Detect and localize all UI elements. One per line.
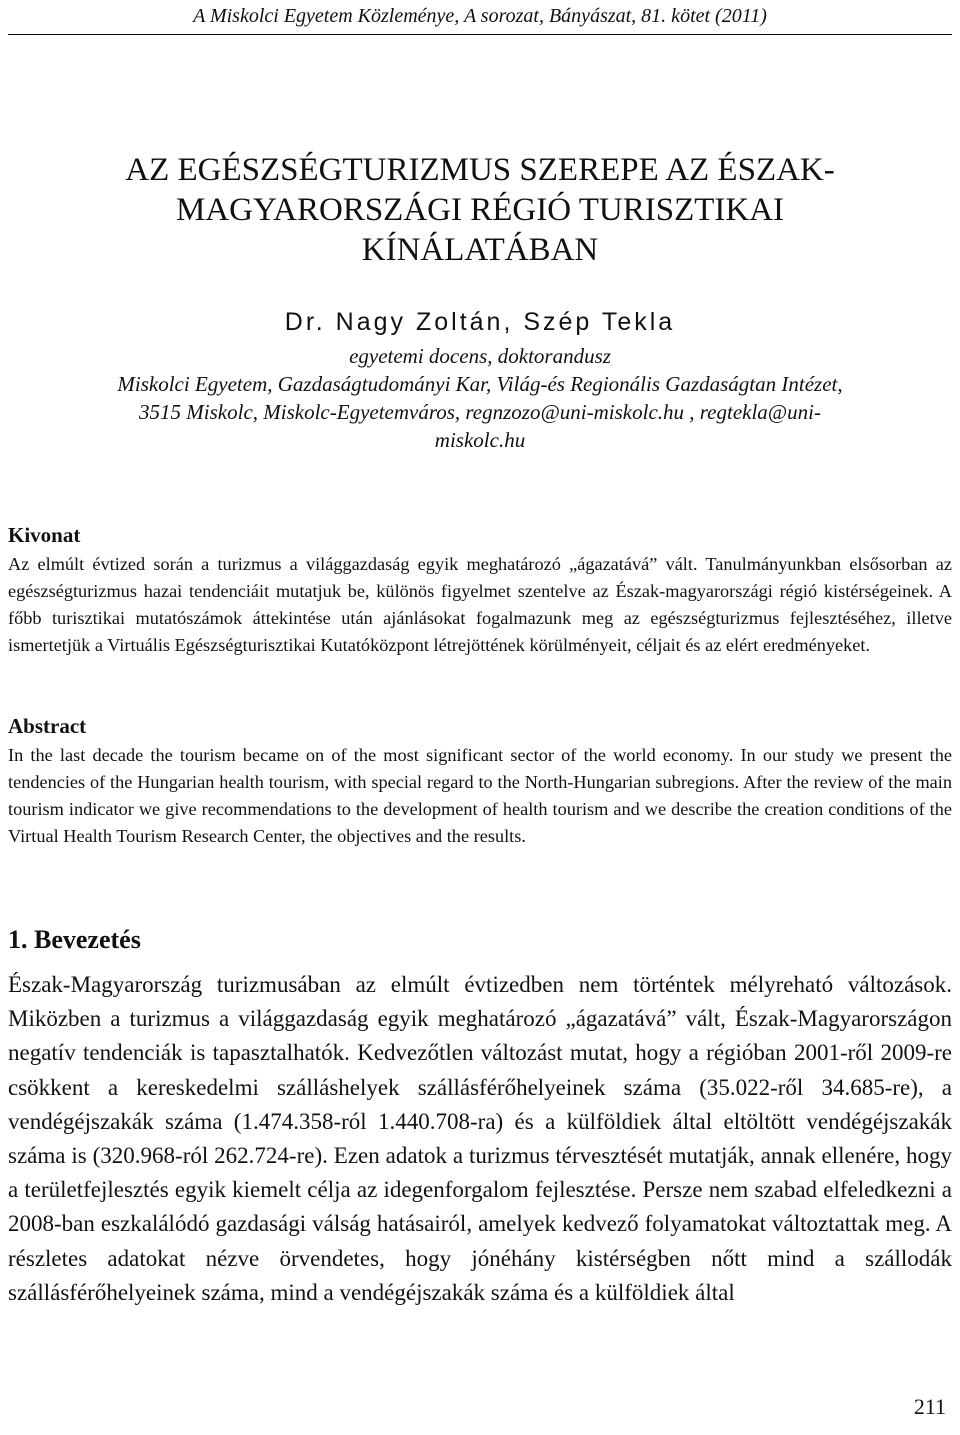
page-number: 211 xyxy=(913,1394,946,1419)
header-divider xyxy=(8,34,952,35)
kivonat-text: Az elmúlt évtized során a turizmus a világgazdaság egyik meghatározó „ágazatává” vált. Tanulmányunkban elsősorban az egészségturizmus hazai tendenciáit mutatjuk be, különös figyelmet szentelve az Észak-magyarországi régió kistérségeinek. A főbb turisztikai mutatószámok áttekintése után ajánlásokat fogalmazunk meg az egészségturizmus fejlesztéséhez, illetve ismertetjük a Virtuális Egészségturisztikai Kutatóközpont létrejöttének körülményeit, céljait és az elért eredményeket. xyxy=(8,554,952,655)
affiliation-line: 3515 Miskolc, Miskolc-Egyetemváros, regnzozo@uni-miskolc.hu , regtekla@uni- xyxy=(139,400,821,424)
article-title xyxy=(0,150,960,270)
abstract-heading: Abstract xyxy=(8,714,87,738)
kivonat-section xyxy=(8,522,952,659)
introduction-text: Észak-Magyarország turizmusában az elmúlt évtizedben nem történtek mélyreható változások. Miközben a turizmus a világgazdaság egyik meghatározó „ágazatává” vált, Észak-Magyarországon negatív tendenciák is tapasztalhatók. Kedvezőtlen változást mutat, hogy a régióban 2001-ről 2009-re csökkent a kereskedelmi szálláshelyek szállásférőhelyeinek száma (35.022-ről 34.685-re), a vendégéjszakák száma (1.474.358-ról 1.440.708-ra) és a külföldiek által eltöltött vendégéjszakák száma is (320.968-ról 262.724-re). Ezen adatok a turizmus térvesztését mutatják, annak ellenére, hogy a területfejlesztés egyik kiemelt célja az idegenforgalom fejlesztése. Persze nem szabad elfeledkezni a 2008-ban eszkalálódó gazdasági válság hatásairól, amelyek kedvező folyamatokat változtattak meg. A részletes adatokat nézve örvendetes, hogy jónéhány kistérségben nőtt mind a szállodák szállásférőhelyeinek száma, mind a vendégéjszakák száma és a külföldiek által xyxy=(8,972,952,1305)
title-line: MAGYARORSZÁGI RÉGIÓ TURISZTIKAI xyxy=(175,192,785,228)
author-list: Dr. Nagy Zoltán, Szép Tekla xyxy=(284,308,676,336)
affiliation-line: miskolc.hu xyxy=(434,428,526,452)
running-header: A Miskolci Egyetem Közleménye, A sorozat, Bányászat, 81. kötet (2011) xyxy=(193,5,767,27)
title-line: AZ EGÉSZSÉGTURIZMUS SZEREPE AZ ÉSZAK- xyxy=(125,152,835,188)
author-affiliation xyxy=(0,342,960,454)
abstract-section xyxy=(8,713,952,850)
affiliation-line: Miskolci Egyetem, Gazdaságtudományi Kar, Világ-és Regionális Gazdaságtan Intézet, xyxy=(117,372,843,396)
kivonat-heading: Kivonat xyxy=(8,523,81,547)
abstract-text: In the last decade the tourism became on of the most significant sector of the world economy. In our study we present the tendencies of the Hungarian health tourism, with special regard to the North-Hungarian subregions. After the review of the main tourism indicator we give recommendations to the development of health tourism and we describe the creation conditions of the Virtual Health Tourism Research Center, the objectives and the results. xyxy=(8,745,952,846)
affiliation-line: egyetemi docens, doktorandusz xyxy=(349,344,611,368)
title-line: KÍNÁLATÁBAN xyxy=(361,232,599,268)
introduction-heading: 1. Bevezetés xyxy=(8,925,141,954)
